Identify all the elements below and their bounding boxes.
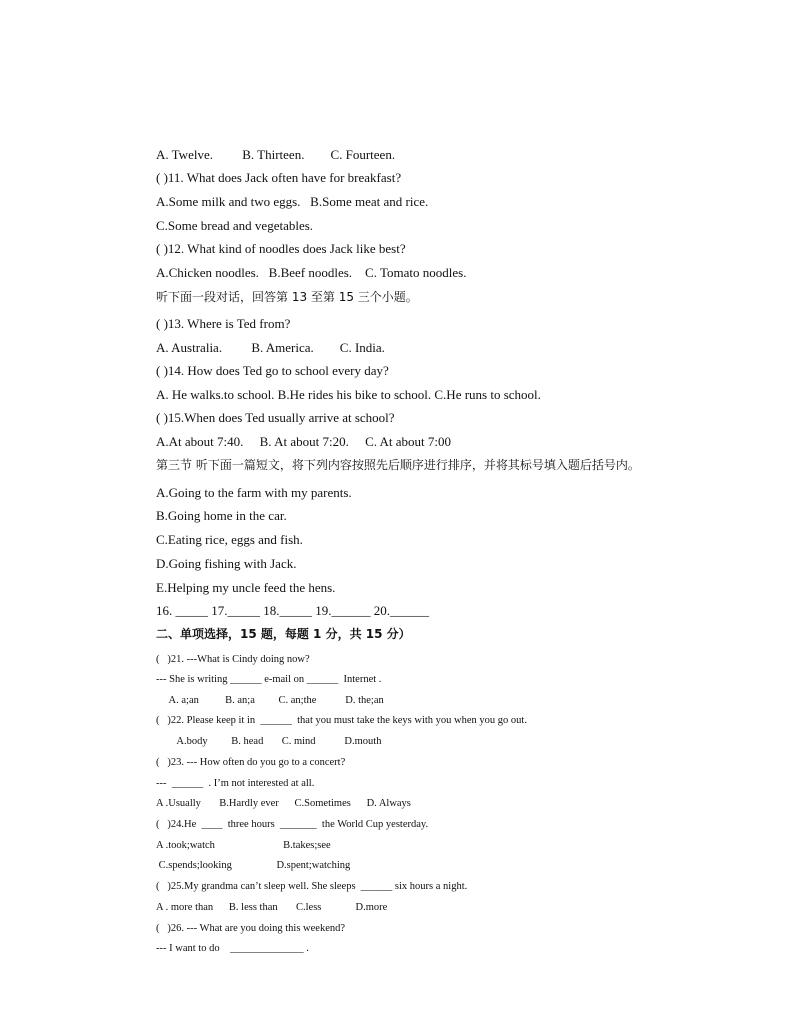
q12-question: ( )12. What kind of noodles does Jack like best? bbox=[156, 241, 406, 256]
q21-sentence: --- She is writing ______ e-mail on ______ Internet . bbox=[156, 674, 382, 685]
q23-options: A .Usually B.Hardly ever C.Sometimes D. Always bbox=[156, 798, 411, 809]
q11-option-c: C.Some bread and vegetables. bbox=[156, 218, 314, 233]
ordering-blanks-16-20: 16. _____ 17._____ 18._____ 19.______ 20.______ bbox=[156, 603, 429, 618]
q14-options: A. He walks.to school. B.He rides his bike to school. C.He runs to school. bbox=[156, 387, 541, 402]
q21-question: ( )21. ---What is Cindy doing now? bbox=[156, 654, 310, 665]
q10-options: A. Twelve. B. Thirteen. C. Fourteen. bbox=[156, 147, 396, 162]
q11-question: ( )11. What does Jack often have for breakfast? bbox=[156, 170, 402, 185]
q24-options-cd: C.spends;looking D.spent;watching bbox=[156, 860, 351, 871]
passage-item-c: C.Eating rice, eggs and fish. bbox=[156, 532, 303, 547]
q13-options: A. Australia. B. America. C. India. bbox=[156, 340, 385, 355]
q25-question: ( )25.My grandma can’t sleep well. She sleeps ______ six hours a night. bbox=[156, 881, 468, 892]
q24-question: ( )24.He ____ three hours _______ the World Cup yesterday. bbox=[156, 819, 429, 830]
q21-options: A. a;an B. an;a C. an;the D. the;an bbox=[156, 695, 384, 706]
passage-item-b: B.Going home in the car. bbox=[156, 508, 287, 523]
q13-question: ( )13. Where is Ted from? bbox=[156, 316, 291, 331]
q26-question: ( )26. --- What are you doing this weekend? bbox=[156, 923, 346, 934]
q23-question: ( )23. --- How often do you go to a concert? bbox=[156, 757, 346, 768]
q15-question: ( )15.When does Ted usually arrive at school? bbox=[156, 410, 395, 425]
q15-options: A.At about 7:40. B. At about 7:20. C. At about 7:00 bbox=[156, 434, 452, 449]
q22-question: ( )22. Please keep it in ______ that you must take the keys with you when you go out. bbox=[156, 715, 527, 726]
q22-options: A.body B. head C. mind D.mouth bbox=[156, 736, 382, 747]
q23-sentence: --- ______ . I’m not interested at all. bbox=[156, 778, 315, 789]
q12-options: A.Chicken noodles. B.Beef noodles. C. Tomato noodles. bbox=[156, 265, 467, 280]
q11-options-ab: A.Some milk and two eggs. B.Some meat and rice. bbox=[156, 194, 429, 209]
q26-sentence: --- I want to do ______________ . bbox=[156, 943, 309, 954]
q25-options: A . more than B. less than C.less D.more bbox=[156, 902, 388, 913]
passage-item-a: A.Going to the farm with my parents. bbox=[156, 485, 352, 500]
section-2-heading: 二、单项选择，15 题，每题 1 分，共 15 分） bbox=[156, 627, 411, 641]
q24-options-ab: A .took;watch B.takes;see bbox=[156, 840, 331, 851]
passage-item-d: D.Going fishing with Jack. bbox=[156, 556, 297, 571]
q14-question: ( )14. How does Ted go to school every day? bbox=[156, 363, 389, 378]
section-3-instruction: 第三节 听下面一篇短文，将下列内容按照先后顺序进行排序，并将其标号填入题后括号内。 bbox=[156, 458, 640, 472]
section-instruction-13-15: 听下面一段对话，回答第 13 至第 15 三个小题。 bbox=[156, 290, 418, 304]
passage-item-e: E.Helping my uncle feed the hens. bbox=[156, 580, 336, 595]
